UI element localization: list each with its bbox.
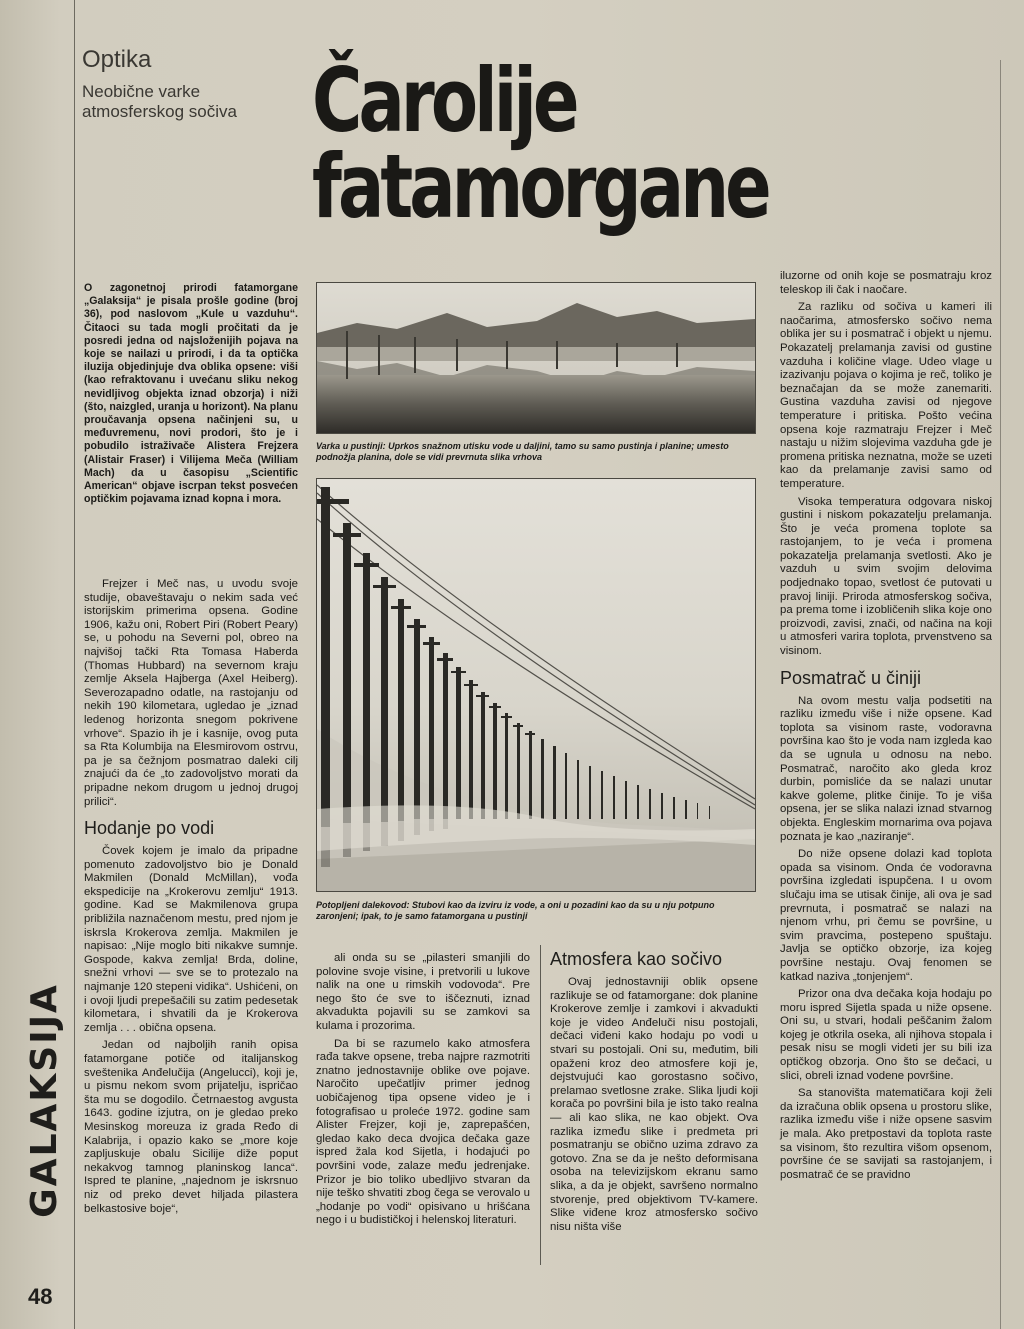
column-4-paragraph-2: Za razliku od sočiva u kameri ili naočarima, atmosfersko sočivo nema oblika jer su i posmatrač i objekt u njemu. Pokazatelj prelamanja zavisi od gustine vazduha i količine vlage. Udeo vlage u izazivanju pojava o kojima je reč, toliko je beznačajan da se može zanemariti. Gustina vazduha zavisi od njegove temperature i pritiska. Pošto većina opsena koje razmatraju Frejzer i Meč nastaju u nižim slojevima vazduha gde je promena pritiska neznatna, može se uzeti kao da prelamanje zavisi samo od temperature.	[780, 301, 992, 490]
article-headline	[312, 49, 768, 238]
column-4-paragraph-4: Na ovom mestu valja podsetiti na razliku između više i niže opsene. Kad toplota sa visinom raste, vodoravna površina kao što je voda nam izgleda kao da se ugnula u odnosu na nebo. Posmatrač, naročito ako gleda kroz durbin, pomisliće da se nalazi unutar kakve goleme, plitke činije. To je viša opsena, jer se slika nalazi iznad stvarnog objekta. Engleskim mornarima ova pojava poznata je kao „naziranje“.	[780, 694, 992, 843]
headline-line-2: fatamorgane	[312, 135, 768, 238]
photo-desert-mirage	[316, 282, 756, 434]
column-4-paragraph-6: Prizor ona dva dečaka koja hodaju po moru ispred Sijetla spada u niže opsene. Oni su, u stvari, hodali peščanim žalom kojeg je otkrila oseka, ali njihova stopala i pesak nisu se mogli videti jer su bili iza optičkog obzorja. Ono što se dečaci, u slici, obreli iznad vodene površine.	[780, 988, 992, 1082]
subheading-hodanje: Hodanje po vodi	[84, 818, 215, 839]
column-4-paragraph-1: iluzorne od onih koje se posmatraju kroz teleskop ili čak i naočare.	[780, 270, 992, 296]
page-number: 48	[28, 1284, 53, 1309]
section-subtitle: Neobične varke atmosferskog sočiva	[82, 82, 237, 121]
section-label: Optika	[82, 46, 152, 73]
column-2-paragraph-1: ali onda su se „pilasteri smanjili do polovine svoje visine, i pretvorili u lukove nalik na one u rimskih vodovoda“. Pre nego što će sve to iščeznuti, iznad akvadukta pojavili su se zamkovi sa kulama i prozorima.	[316, 952, 530, 1032]
desert-mirage-image	[317, 283, 755, 433]
column-1	[84, 578, 298, 1216]
magazine-logo	[18, 930, 70, 1270]
column-divider	[540, 945, 541, 1265]
photo-power-line	[316, 478, 756, 892]
column-2-paragraph-2: Da bi se razumelo kako atmosfera rađa takve opsene, treba najpre razmotriti znatno jednostavnije oblike ove pojave. Naročito upečatljiv primer jednog uobičajenog tipa opsene video je i fotografisao u proleće 1972. godine sam Alister Frejzer, koji je, zaprepašćen, gledao kako deca dvojica dečaka gaze ispred žala kod Sijetla, i hodajući po površini vode, zalaze među jedrenjake. Prizor je bio toliko ubedljivo stvaran da nije teško shvatiti zbog čega se verovalo u „hodanje po vodi“ opisivano u hrišćana nego i u budističkoj i helenskoj literaturi.	[316, 1037, 530, 1227]
magazine-logo-text: GALAKSIJA	[23, 982, 65, 1218]
caption-power-line: Potopljeni dalekovod: Stubovi kao da izviru iz vode, a oni u pozadini kao da su u nju potpuno zaronjeni; ipak, to je samo fatamorgana u pustinji	[316, 900, 715, 921]
column-4-paragraph-5: Do niže opsene dolazi kad toplota opada sa visinom. Onda će vodoravna površina izgledati ispupčena. I u ovom slučaju ima se utisak činije, ali ova je sad prevrnuta, i posmatrač se nalazi na njenom vrhu, pri čemu se površine, u svim pravcima, postepeno spuštaju. Javlja se optičko obzorje, iza kojeg površine nestaju. Ovaj fenomen se katkad naziva „tonjenjem“.	[780, 848, 992, 983]
column-4	[780, 270, 992, 1182]
column-1-paragraph-1: Frejzer i Meč nas, u uvodu svoje studije, obaveštavaju o nekim sada već istorijskim primerima opsena. Godine 1906, kažu oni, Robert Piri (Robert Peary) se, u pohodu na Severni pol, obreo na najvišoj tački Rta Tomasa Haberda (Thomas Hubbard) na severnom kraju zemlje Aksela Hajberga (Axel Heiberg). Severozapadno odatle, na rastojanju od nekih 190 kilometara, ugledao je „iznad ledenog horizonta snegom pokrivene vrhove“. Spazio ih je i kasnije, ovog puta sa Rta Kolumbija na Elesmirovom ostrvu, pa je sa čežnjom posmatrao daleki cilj znajući da će „to zadovoljstvo morati da pripadne nekom drugom u jednoj drugoj prilici“.	[84, 578, 298, 808]
column-3-paragraph-1: Ovaj jednostavniji oblik opsene razlikuje se od fatamorgane: dok planine Krokerove zemlje i zamkovi i akvadukti koje je video Anđeluči nisu postojali, dečaci viđeni kako hodaju po vodi u stvari su postojali. Oni su, međutim, bili opaženi kroz deo atmosfere koji je, dejstvujući kao gorostasno sočivo, prelamao svetlosne zrake. Slika ljudi koji korača po površini bila je isto tako realna — ali kao slika, ne kao objekt. Ova razlika između slike i predmeta pri posmatranju se obično uzima zdravo za gotovo. Zna se da je nešto deformisana osoba na televizijskom ekranu samo slika, a da je objekt, savršeno normalno stvorenje, pred objektivom TV-kamere. Slike viđene kroz atmosfersko sočivo nisu ništa više	[550, 976, 758, 1233]
headline-line-1: Čarolije	[312, 49, 576, 152]
column-2	[316, 952, 530, 1228]
subheading-posmatrac: Posmatrač u činiji	[780, 667, 922, 688]
power-line-image	[317, 479, 755, 891]
subheading-atmosfera: Atmosfera kao sočivo	[550, 949, 723, 969]
right-margin-rule	[1000, 60, 1001, 1329]
caption-desert-mirage: Varka u pustinji: Uprkos snažnom utisku vode u daljini, tamo su samo pustinja i planine; umesto podnožja planina, dole se vidi prevrnuta slika vrhova	[316, 441, 729, 462]
article-lead	[84, 282, 298, 506]
column-4-paragraph-3: Visoka temperatura odgovara niskoj gustini i niskom pokazatelju prelamanja. Što je veća promena toplote sa rastojanjem, to je veća i promena pokazatelja prelamanja svetlosti. Ako je vazduh u svim svojim delovima podjednako topao, svetlost će putovati u pravoj liniji. Priroda atmosferskog sočiva, pa prema tome i izobličenih slika koje ono proizvodi, zavisi, znači, od načina na koji u atmosferi varira toplota, prvenstveno sa visinom.	[780, 495, 992, 658]
lead-paragraph: O zagonetnoj prirodi fatamorgane „Galaksija“ je pisala prošle godine (broj 36), pod naslovom „Kule u vazduhu“. Čitaoci su tada mogli pročitati da je posredi jedna od najsloženijih pojava na koje se nailazi u prirodi, i da ta optička iluzija objedinjuje dva oblika opsene: viši (kao refraktovanu i uvećanu sliku nekog nevidljivog objekta iznad obzorja) i niži (što, naizgled, uranja u horizont). Na planu proučavanja opsena načinjeni su, u međuvremenu, novi prodori, što je i pobudilo istraživače Alistera Frejzera (Alistair Fraser) i Vilijema Meča (William Mach) da u časopisu „Scientific American“ objave iscrpan tekst posvećen optičkim pojavama iznad kopna i mora.	[84, 282, 298, 506]
column-1-paragraph-3: Jedan od najboljih ranih opisa fatamorgane potiče od italijanskog sveštenika Anđelučija (Angelucci), koji je, u pismu nekom svom prijatelju, ispričao šta mu se dogodilo. Četrnaestog avgusta 1643. godine izjutra, on je gledao preko Mesinskog moreuza iz grada Ređo di Kalabrija, i opazio kako se „more koje zapljuskuje obalu Sicilije diže poput nekakvog tamnog planinskog lanca“. Ispred te planine, „najednom je iskrsnuo niz od preko devet hiljada pilastera belkastosive boje“,	[84, 1039, 298, 1215]
column-1-paragraph-2: Čovek kojem je imalo da pripadne pomenuto zadovoljstvo bio je Donald Makmilen (Donald McMillan), vođa ekspedicije na „Krokerovu zemlju“ 1913. godine. Kad se Makmilenova grupa približila naznačenom mestu, pred njom je iskrsla Krokerova zemlja. Makmilen je napisao: „Nije moglo biti nikakve sumnje. Gospode, kakva zemlja! Brda, doline, snežni vrhovi — sve se to protezalo na najmanje 120 stepeni vidika“. Ushićeni, on i ovoji ljudi prepešačili su zatim pedesetak kilometara, i shvatili da je Krokerova zemlja . . . obična opsena.	[84, 845, 298, 1034]
column-4-paragraph-7: Sa stanovišta matematičara koji želi da izračuna oblik opsena u prostoru slike, razlika između više i niže opsene sasvim je mala. Ako pretpostavi da toplota raste sa visinom, što rezultira višom opsenom, površine će se savijati sa rastojanjem, i posmatrač će se pravidno	[780, 1087, 992, 1181]
margin-rule	[74, 0, 75, 1329]
column-3	[550, 940, 758, 1234]
